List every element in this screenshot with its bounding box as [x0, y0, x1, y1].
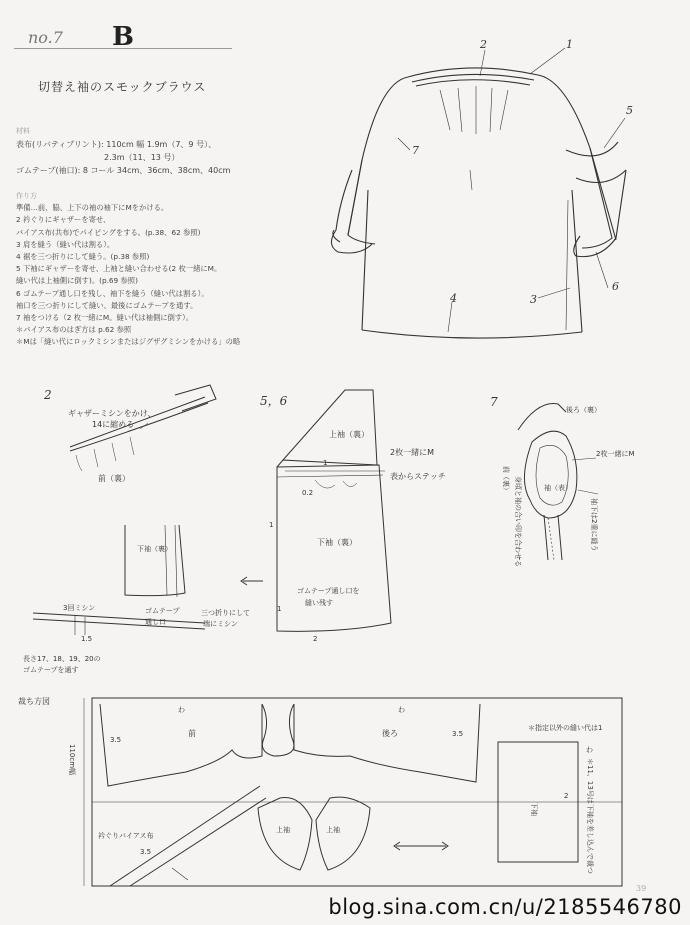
step-item: 3 肩を縫う（縫い代は割る）。 — [16, 239, 115, 249]
upper-sleeve-label: 上袖（裏） — [329, 430, 369, 439]
diagram-2-number: 2 — [44, 388, 52, 402]
step-item: バイアス布(共布)でパイピングをする。(p.38、62 参照) — [16, 227, 201, 237]
length-note-2: ゴムテープを通す — [23, 666, 79, 674]
pattern-number: no.7 — [28, 28, 63, 47]
seam-35b: 3.5 — [452, 730, 464, 738]
m-02: 0.2 — [302, 489, 314, 497]
two-together-label: 2枚一緒にM — [390, 448, 434, 457]
source-url: blog.sina.com.cn/u/2185546780 — [328, 895, 682, 919]
upper-sleeve-b: 上袖 — [326, 826, 340, 834]
sleeve-underarm-note: 袖下は2重に縫う — [590, 498, 598, 552]
size-note-vertical: ＊11、13号は下袖を差し込んで裁つ — [586, 758, 594, 874]
m-2: 2 — [313, 635, 318, 643]
m-15: 1.5 — [81, 635, 93, 643]
lower-sleeve-piece-label: 下袖 — [530, 802, 538, 816]
three-times-label: 3回ミシン — [63, 604, 96, 612]
seam-35c: 3.5 — [140, 848, 152, 856]
steps-heading: 作り方 — [16, 192, 37, 200]
pattern-letter: B — [112, 22, 134, 52]
elastic-opening-2: 縫い残す — [305, 599, 333, 607]
gather-note-1: ギャザーミシンをかけ、 — [68, 409, 156, 418]
front-wrong-side-label-7: 前（裏） — [502, 466, 510, 494]
step-item: 4 裾を三つ折りにして縫う。(p.38 参照) — [16, 252, 150, 262]
m-1a: 1 — [323, 459, 328, 467]
front-piece-label: 前 — [188, 729, 196, 738]
blouse-label-4: 4 — [450, 292, 457, 305]
elastic-mouth-1: ゴムテープ — [145, 607, 180, 615]
elastic-opening-1: ゴムテープ通し口を — [297, 587, 360, 595]
step-item: 5 下袖にギャザーを寄せ、上袖と縫い合わせる(2 枚一緒にM。 — [16, 264, 222, 274]
width-label: 110cm幅 — [68, 744, 76, 776]
back-piece-label: 後ろ — [382, 729, 398, 738]
upper-sleeve-a: 上袖 — [276, 826, 290, 834]
step-item: 6 ゴムテープ通し口を残し、袖下を縫う（縫い代は割る）。 — [16, 288, 209, 298]
fold-wa-1: わ — [178, 706, 185, 714]
sleeve-right-side-label: 袖（表） — [544, 484, 572, 492]
blouse-label-1: 1 — [566, 38, 573, 51]
step-item: 縫い代は上袖側に倒す)。(p.69 参照) — [16, 276, 138, 286]
seam-2: 2 — [564, 792, 569, 800]
step-item: 7 袖をつける（2 枚一緒にM。縫い代は袖側に倒す）。 — [16, 313, 194, 323]
step-item: 準備…前、脇、上下の袖の袖下にMをかける。 — [16, 203, 169, 213]
layout-heading: 裁ち方図 — [18, 697, 50, 706]
seam-35a: 3.5 — [110, 736, 122, 744]
blouse-illustration — [300, 30, 690, 370]
length-note-1: 長さ17、18、19、20の — [23, 655, 101, 663]
blouse-label-3: 3 — [530, 293, 537, 306]
gather-note-2: 14に縮める — [92, 420, 135, 429]
trifold-1: 三つ折りにして — [201, 609, 250, 617]
diagram-step-7 — [488, 390, 688, 580]
page-number: 39 — [636, 884, 647, 893]
page-title: 切替え袖のスモックブラウス — [38, 80, 207, 94]
steps-block — [16, 190, 286, 349]
step-item: 2 衿ぐりにギャザーを寄せ、 — [16, 215, 111, 225]
back-wrong-side-label: 後ろ（裏） — [566, 406, 601, 414]
m-1c: 1 — [277, 605, 282, 613]
blouse-label-6: 6 — [612, 280, 619, 293]
step-item: ＊バイアス布のはぎ方は p.62 参照 — [16, 325, 132, 335]
two-together-label-7: 2枚一緒にM — [596, 450, 635, 458]
trifold-2: 端にミシン — [203, 620, 238, 628]
materials-block — [16, 125, 286, 177]
stitch-label: 表からステッチ — [390, 472, 446, 481]
diagram-step-5-6 — [15, 385, 446, 685]
cutting-layout — [0, 690, 690, 900]
diagram-56-number: 5，6 — [260, 394, 288, 408]
front-wrong-side-label: 前（裏） — [98, 474, 130, 483]
materials-line: 表布(リバティプリント): 110cm 幅 1.9m（7、9 号）、 — [16, 140, 217, 149]
elastic-mouth-2: 通し口 — [145, 618, 166, 626]
lower-sleeve-small-label: 下袖（裏） — [137, 545, 172, 553]
blouse-label-7: 7 — [412, 144, 419, 157]
diagram-7-number: 7 — [490, 395, 498, 409]
step-item: ＊Mは「縫い代にロックミシンまたはジグザグミシンをかける」の略 — [16, 337, 241, 347]
match-note: 身頃と袖の合い印を合わせる — [514, 476, 522, 567]
materials-line: ゴムテープ(袖口): 8 コール 34cm、36cm、38cm、40cm — [16, 166, 231, 175]
materials-line: 2.3m（11、13 号） — [104, 153, 180, 162]
fold-wa-3: わ — [586, 746, 593, 754]
m-1b: 1 — [269, 521, 274, 529]
step-item: 袖口を三つ折りにして縫い、最後にゴムテープを通す。 — [16, 300, 198, 310]
materials-heading: 材料 — [16, 127, 30, 135]
seam-note: ＊指定以外の縫い代は1 — [528, 724, 603, 732]
blouse-label-5: 5 — [626, 104, 633, 117]
blouse-label-2: 2 — [480, 38, 487, 51]
lower-sleeve-label: 下袖（裏） — [317, 538, 357, 547]
fold-wa-2: わ — [398, 706, 405, 714]
bias-label: 衿ぐりバイアス布 — [98, 832, 154, 840]
